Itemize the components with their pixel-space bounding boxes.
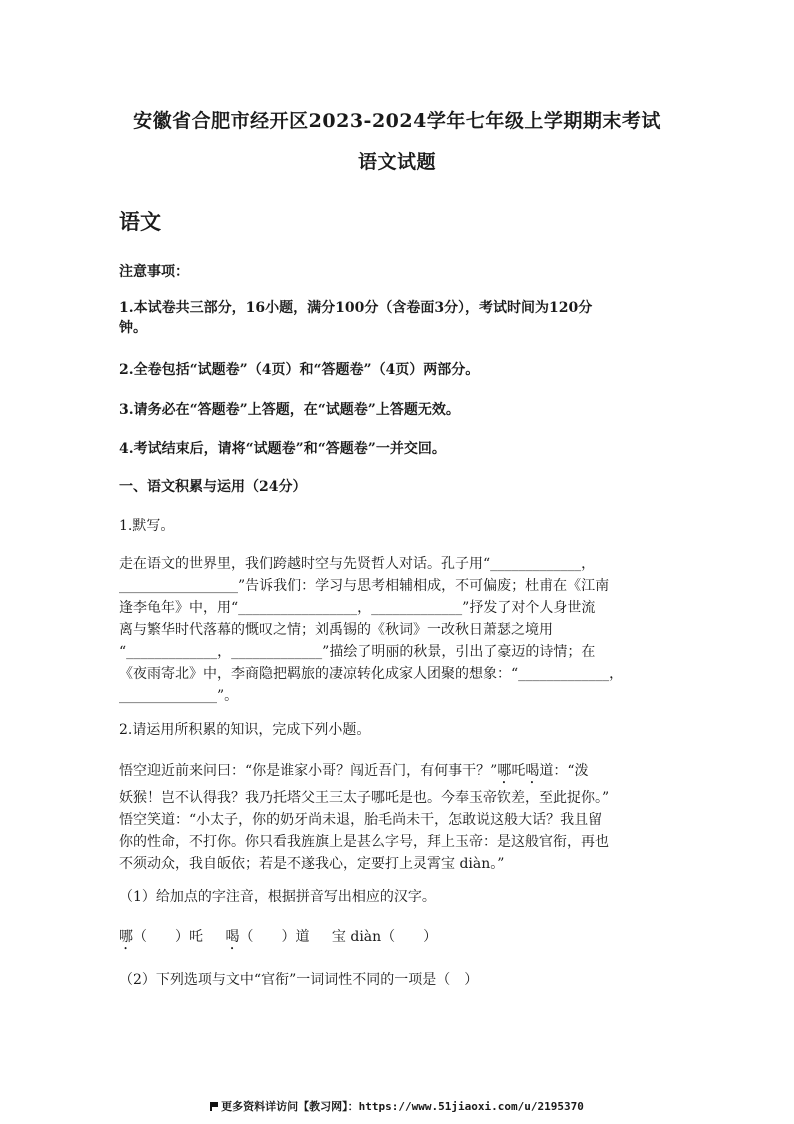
q1-line: 走在语文的世界里，我们跨越时空与先贤哲人对话。孔子用“_____________，	[119, 556, 596, 572]
q1-fill-passage	[119, 553, 675, 707]
flag-icon	[210, 1102, 218, 1111]
pinyin-answer-row	[119, 926, 455, 953]
q1-line: “_____________，_____________”描绘了明丽的秋景，引出了豪迈的诗情；在	[119, 644, 596, 660]
q2-passage-line: 妖猴！岂不认得我？我乃托塔父王三太子哪吒是也。今奉玉帝钦差，至此捉你。”	[119, 790, 610, 806]
notice-item-4: 4.考试结束后，请将“试题卷”和“答题卷”一并交回。	[119, 441, 446, 457]
q2-passage-line: 悟空迎近前来问曰：“你是谁家小哥？闯近吾门，有何事干？”哪吒喝道：“泼	[119, 763, 589, 779]
pinyin-item: 哪（ ）吒	[119, 929, 203, 945]
q2-passage-line: 悟空笑道：“小太子，你的奶牙尚未退，胎毛尚未干，怎敢说这般大话？我且留	[119, 812, 603, 828]
exam-title-line2: 语文试题	[357, 151, 436, 173]
part1-heading: 一、语文积累与运用（24分）	[119, 479, 307, 495]
q1-line: ______________”。	[119, 688, 239, 704]
q1-line: _________________”告诉我们：学习与思考相辅相成，不可偏废；杜甫在《江南	[119, 578, 610, 594]
footer-link[interactable]	[0, 1098, 794, 1114]
notice-item-2: 2.全卷包括“试题卷”（4页）和“答题卷”（4页）两部分。	[119, 362, 480, 378]
q1-line: 《夜雨寄北》中，李商隐把羁旅的凄凉转化成家人团聚的想象：“_____________，	[119, 666, 624, 682]
q2-passage	[119, 760, 675, 875]
q1-line: 逢李龟年》中，用“_________________，_____________”抒发了对个人身世流	[119, 600, 596, 616]
q2-label: 2.请运用所积累的知识，完成下列小题。	[119, 722, 371, 738]
q2-sub2: （2）下列选项与文中“官衔”一词词性不同的一项是（ ）	[119, 972, 479, 988]
notice-item-1: 1.本试卷共三部分，16小题，满分100分（含卷面3分），考试时间为120分	[119, 300, 593, 316]
q1-line: 离与繁华时代落幕的慨叹之情；刘禹锡的《秋词》一改秋日萧瑟之境用	[119, 622, 553, 638]
pinyin-item: 宝 diàn（ ）	[331, 929, 438, 945]
notice-heading: 注意事项：	[119, 264, 189, 280]
pinyin-item: 喝（ ）道	[225, 929, 310, 945]
footer-text: 更多资料详访问【教习网】：https://www.51jiaoxi.com/u/2195370	[221, 1100, 584, 1113]
q1-label: 1.默写。	[119, 518, 175, 534]
q2-passage-line: 你的性命，不打你。你只看我旌旗上是甚么字号，拜上玉帝：是这般官衔，再也	[119, 834, 609, 850]
q2-sub1: （1）给加点的字注音，根据拼音写出相应的汉字。	[119, 889, 436, 905]
subject-heading: 语文	[119, 209, 161, 234]
q2-passage-line: 不须动众，我自皈依；若是不遂我心，定要打上灵霄宝 diàn。”	[119, 856, 505, 872]
exam-title-line1: 安徽省合肥市经开区2023-2024学年七年级上学期期末考试	[133, 110, 661, 132]
notice-item-3: 3.请务必在“答题卷”上答题，在“试题卷”上答题无效。	[119, 402, 460, 418]
notice-item-1-cont: 钟。	[119, 320, 147, 336]
